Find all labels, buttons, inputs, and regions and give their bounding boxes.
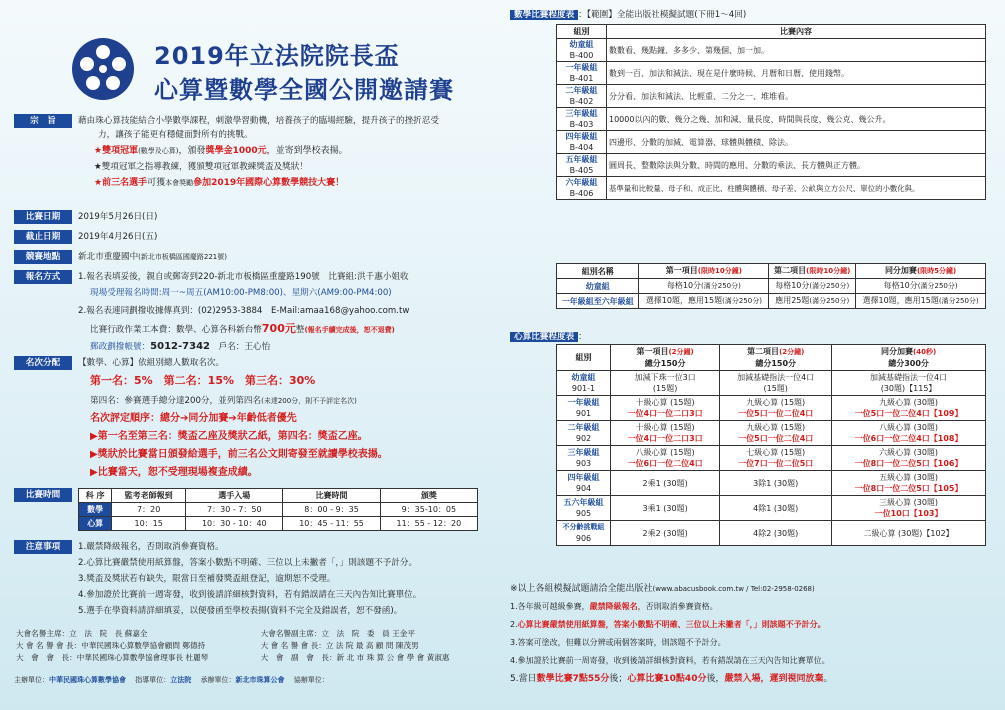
table-row: 不分齡挑戰組 906 2乘2 (30題) 4除2 (30題) 二級心算 (30題)【102】 [557, 521, 986, 546]
section-label: 注意事項 [14, 540, 72, 554]
credits-table [14, 628, 499, 664]
rule-5: 5.當日數學比賽7點55分後；心算比賽10點40分後，嚴禁入場，遲到視同放棄。 [510, 674, 833, 684]
table-header: 第二項目(2分鐘) 總分150分 [720, 345, 832, 371]
table-row: 二年級組 B-402 分分看、加法和減法、比輕重、二分之一、堆堆看。 [557, 85, 986, 108]
flower-logo-icon [72, 38, 134, 100]
organizers: 主辦單位：中華民國珠心算數學協會 指導單位：立法院 承辦單位：新北市珠算公會 協辦單位： [14, 676, 329, 684]
math-table [556, 24, 986, 200]
section-label: 名次分配 [14, 356, 72, 370]
table-row: 三年級組 903 八級心算 (15題) 一位6口一位二位4口 七級心算 (15題) 一位7口一位二位5口 六級心算 (30題) 一位8口一位二位5口【106】 [557, 446, 986, 471]
table-row: 幼童組 B-400 數數看、幾點鐘、多多少、第幾個、加一加。 [557, 39, 986, 62]
table-header: 選手入場 [186, 489, 283, 503]
signup-line-4: 比賽行政作業工本費：數學、心算各科新台幣700元整(報名手續完成後，恕不退費) [90, 322, 395, 335]
signup-line-5: 郵政劃撥帳號：5012-7342 戶名：王心怡 [90, 341, 271, 352]
notice-item: 1.嚴禁降級報名，否則取消參賽資格。 [78, 542, 224, 552]
ranking-line-5: ▶第一名至第三名：獎盃乙座及獎狀乙紙，第四名：獎盃乙座。 [90, 431, 368, 442]
notice-item: 2.心算比賽嚴禁使用紙算盤，答案小數點不明確、三位以上未撇者「，」則該題不予計分。 [78, 558, 418, 568]
table-row: 五年級組 B-405 圓周長、整數除法與分數、時間的應用、分數的乘法、長方體與正方體。 [557, 154, 986, 177]
date-value: 2019年5月26日(日) [78, 212, 158, 222]
rule-2: 2.心算比賽嚴禁使用紙算盤，答案小數點不明確、三位以上未撇者「，」則該題不予計分。 [510, 620, 826, 629]
signup-line-3: 2.報名表連同劃撥收據傳真到：(02)2953-3884 E-Mail:amaa168@yahoo.com.tw [78, 306, 410, 316]
credit-line: 大 會 名 譽 會 長：立 法 院 最 高 顧 問 陳茂男 [260, 641, 419, 650]
title-line-1: 2019年立法院院長盃 [154, 42, 400, 70]
credits [14, 628, 499, 684]
table-row: 數學 7：20 7：30 - 7：50 8：00 - 9：35 9：35-10：05 [79, 503, 478, 517]
credit-line: 大會名譽主席：立 法 院 長 蘇嘉全 [16, 629, 148, 638]
table-row: 幼童組 901-1 加減下珠一位3口 (15題) 加減基礎指法一位4口 (15題) 加減基礎指法一位4口 (30題)【115】 [557, 371, 986, 396]
math-header: 數學比賽程度表 ：【範圍】全能出版社模擬試題(下冊1～4回) [510, 8, 746, 20]
math-scoring-table [556, 263, 986, 309]
section-ranking [14, 356, 499, 486]
table-row: 四年級組 904 2乘1 (30題) 3除1 (30題) 五級心算 (30題) 一位8口一位二位5口【105】 [557, 471, 986, 496]
table-row: 幼童組 每格10分(滿分250分) 每格10分(滿分250分) 每格10分(滿分250分) [557, 279, 986, 294]
venue-value: 新北市重慶國中(新北市板橋區國慶路221號) [78, 252, 227, 262]
table-header: 比賽內容 [607, 25, 986, 39]
table-row: 心算 10：15 10：30 - 10：40 10：45 - 11：55 11：55 - 12：20 [79, 517, 478, 531]
table-header: 第二項目(限時10分鐘) [769, 264, 856, 279]
publisher-note: ※以上各組模擬試題請洽全能出版社(www.abacusbook.com.tw / Tel:02-2958-0268) [510, 584, 815, 594]
purpose-bullet-3: ★前三名選手可獲本會獎勵參加2019年國際心算數學競技大賽！ [94, 178, 345, 188]
credit-line: 大 會 名 譽 會 長：中華民國珠心算數學協會顧問 鄭德持 [16, 641, 206, 650]
purpose-bullet-1: ★雙項冠軍(數學及心算)，頒發獎學金1000元，並寄到學校表揚。 [94, 146, 348, 156]
notice-item: 5.選手在學資料請詳細填妥，以便發函至學校表揚(資料不完全及錯誤者，恕不發函)。 [78, 606, 403, 616]
mental-header: 心算比賽程度表 ： [510, 330, 587, 342]
table-header: 第一項目(限時10分鐘) [639, 264, 769, 279]
schedule-table [78, 488, 478, 531]
table-row: 一年級組 B-401 數到一百、加法和減法、現在是什麼時候、月曆和日曆、使用錢幣。 [557, 62, 986, 85]
table-header: 組別 [557, 345, 611, 371]
credit-line: 大 會 副 會 長：新 北 市 珠 算 公 會 學 會 黃淑惠 [260, 653, 450, 662]
section-label: 數學比賽程度表 [510, 10, 578, 20]
section-label: 報名方式 [14, 270, 72, 284]
table-header: 組別 [557, 25, 607, 39]
left-column [14, 8, 499, 708]
ranking-line-3: 第四名：參賽選手總分達200分，並列第四名(未達200分，則不予評定名次) [90, 396, 357, 406]
deadline-value: 2019年4月26日(五) [78, 232, 158, 242]
math-range: 【範圍】全能出版社模擬試題(下冊1～4回) [586, 10, 747, 20]
ranking-line-6: ▶獎狀於比賽當日頒發給選手，前三名公文則寄發至就讀學校表揚。 [90, 449, 388, 460]
table-header: 同分加賽(限時5分鐘) [856, 264, 986, 279]
purpose-text-1: 藉由珠心算技能結合小學數學課程，刺激學習動機，培養孩子的臨場經驗，提升孩子的挫折忍受 [78, 116, 439, 126]
section-label: 心算比賽程度表 [510, 332, 578, 342]
ranking-line-4: 名次評定順序：總分➔同分加賽➔年齡低者優先 [90, 413, 297, 424]
table-header: 比賽時間 [283, 489, 380, 503]
rule-3: 3.答案可塗改，但難以分辨或兩個答案時，則該題不予計分。 [510, 638, 726, 647]
title-line-2: 心算暨數學全國公開邀請賽 [154, 76, 454, 104]
table-row: 六年級組 B-406 基準量和比較量、母子和、成正比、柱體與體積、母子差、公畝與立方公尺、單位的小數化與。 [557, 177, 986, 200]
ranking-line-2: 第一名：5% 第二名：15% 第三名：30% [90, 374, 316, 387]
section-schedule [14, 488, 499, 536]
table-header: 科 序 [79, 489, 112, 503]
table-row: 三年級組 B-403 10000以內的數、幾分之幾、加和減、量長度、時間與長度、幾公克、幾公升。 [557, 108, 986, 131]
table-row: 一年級組至六年級組 選擇10題，應用15題(滿分250分) 應用25題(滿分250分) 選擇10題，應用15題(滿分250分) [557, 294, 986, 309]
purpose-bullet-2: ★雙項冠軍之指導教練，獲頒雙項冠軍教練獎盃及獎狀！ [94, 162, 308, 172]
section-signup [14, 270, 499, 350]
mental-table [556, 344, 986, 546]
credit-line: 大 會 會 長：中華民國珠心算數學協會理事長 杜麗琴 [16, 653, 209, 662]
rule-4: 4.參加證於比賽前一周寄發，收到後請詳細核對資料，若有錯誤請在三天內告知比賽單位。 [510, 656, 830, 665]
section-label: 截止日期 [14, 230, 72, 244]
right-column [510, 8, 995, 708]
table-row: 二年級組 902 十級心算 (15題) 一位4口一位二口3口 九級心算 (15題) 一位5口一位二位4口 八級心算 (30題) 一位6口一位二位4口【108】 [557, 421, 986, 446]
credit-line: 大會名譽副主席：立 法 院 委 員 王金平 [260, 629, 415, 638]
rule-1: 1.各年級可越級參賽，嚴禁降級報名，否則取消參賽資格。 [510, 602, 718, 611]
notice-item: 4.參加證於比賽前一週寄發，收到後請詳細核對資料，若有錯誤請在三天內告知比賽單位。 [78, 590, 422, 600]
table-header: 頒獎 [380, 489, 477, 503]
table-row: 四年級組 B-404 四邊形、分數的加減、電算器、球體與體積、除法。 [557, 131, 986, 154]
signup-line-2: 現場受理報名時間:周一~周五(AM10:00-PM8:00)、星期六(AM9:00-PM4:00) [90, 288, 392, 298]
section-label: 比賽時間 [14, 488, 72, 502]
ranking-line-1: 【數學、心算】依組別總人數取名次。 [78, 358, 225, 368]
table-header: 同分加賽(40秒) 總分300分 [832, 345, 986, 371]
section-label: 宗 旨 [14, 114, 72, 128]
section-label: 競賽地點 [14, 250, 72, 264]
section-notice [14, 540, 499, 624]
notice-item: 3.獎盃及獎狀若有缺失，限當日至補發獎盃組登記，逾期恕不受理。 [78, 574, 336, 584]
signup-line-1: 1.報名表填妥後，親自或郵寄到220-新北市板橋區重慶路190號 比賽組:洪千惠小姐收 [78, 272, 409, 282]
section-label: 比賽日期 [14, 210, 72, 224]
table-row: 一年級組 901 十級心算 (15題) 一位4口一位二口3口 九級心算 (15題) 一位5口一位二位4口 九級心算 (30題) 一位5口一位二位4口【109】 [557, 396, 986, 421]
purpose-text-2: 力，讓孩子能更有穩健面對所有的挑戰。 [98, 130, 253, 140]
table-header: 第一項目(2分鐘) 總分150分 [611, 345, 720, 371]
section-purpose [14, 114, 499, 204]
table-header: 監考老師報到 [112, 489, 186, 503]
table-row: 五六年級組 905 3乘1 (30題) 4除1 (30題) 三級心算 (30題) 一位10口【103】 [557, 496, 986, 521]
ranking-line-7: ▶比賽當天，恕不受理現場複查成績。 [90, 467, 258, 478]
table-header: 組別名稱 [557, 264, 639, 279]
